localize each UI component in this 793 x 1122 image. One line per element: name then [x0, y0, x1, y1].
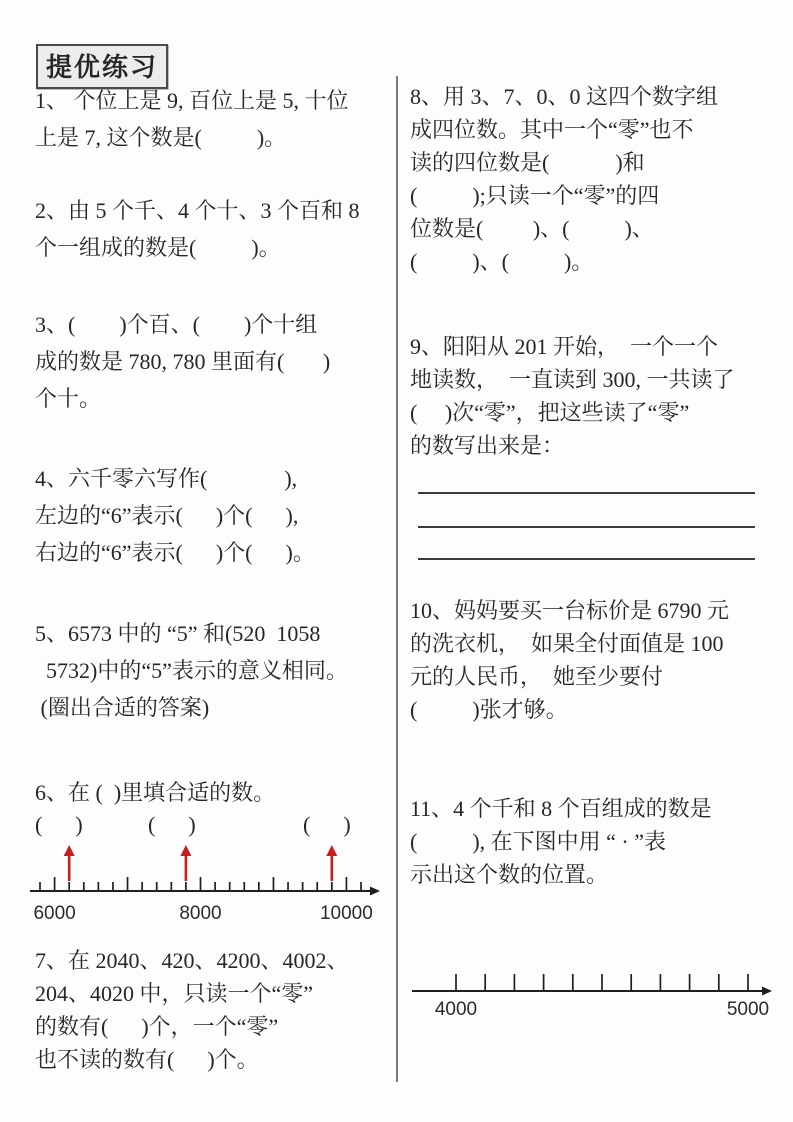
answer-blank: ( ) — [35, 812, 83, 837]
question-text-line: 的数写出来是： — [410, 433, 565, 458]
number-line-4000-5000 — [410, 950, 782, 1022]
question-text-line: 3、( )个百、( )个十组 — [35, 312, 318, 337]
question-text-line: 左边的“6”表示( )个( ), — [35, 503, 299, 528]
question-text-line: 11、4 个千和 8 个百组成的数是 — [410, 796, 712, 821]
question-1 — [35, 82, 349, 156]
question-text-line: 个十。 — [35, 386, 102, 411]
question-text-line: 成的数是 780, 780 里面有( ) — [35, 349, 331, 374]
question-text-line: 成四位数。其中一个“零”也不 — [410, 117, 694, 142]
tick-label: 4000 — [434, 999, 478, 1020]
question-text-line: 示出这个数的位置。 — [410, 862, 609, 887]
question-text-line: 个一组成的数是( )。 — [35, 235, 281, 260]
question-text-line: 1、 个位上是 9, 百位上是 5, 十位 — [35, 88, 349, 113]
question-11 — [410, 792, 712, 891]
question-text-line: 9、阳阳从 201 开始， 一个一个 — [410, 334, 719, 359]
question-3 — [35, 306, 330, 417]
question-text-line: 2、由 5 个千、4 个十、3 个百和 8 — [35, 198, 360, 223]
question-6 — [35, 774, 275, 811]
question-10 — [410, 594, 729, 726]
question-text-line: 8、用 3、7、0、0 这四个数字组 — [410, 84, 719, 109]
red-arrowhead-icon — [180, 845, 191, 856]
answer-line — [418, 492, 755, 494]
question-text-line: 7、在 2040、420、4200、4002、 — [35, 948, 349, 973]
question-7 — [35, 944, 349, 1076]
question-text-line: 10、妈妈要买一台标价是 6790 元 — [410, 598, 730, 623]
red-arrowhead-icon — [326, 845, 337, 856]
question-text-line: 4、六千零六写作( ), — [35, 466, 298, 491]
question-text-line: 元的人民币， 她至少要付 — [410, 664, 664, 689]
question-text-line: 的洗衣机， 如果全付面值是 100 — [410, 631, 724, 656]
question-text-line: 也不读的数有( )个。 — [35, 1047, 259, 1072]
answer-blank: ( ) — [303, 812, 351, 837]
question-9 — [410, 330, 735, 462]
axis-arrowhead-icon — [762, 987, 772, 996]
question-text-line: (圈出合适的答案) — [35, 695, 210, 720]
axis-arrowhead-icon — [370, 887, 380, 896]
number-line-6000-10000 — [30, 833, 382, 925]
question-text-line: 读的四位数是( )和 — [410, 150, 645, 175]
tick-label: 8000 — [179, 903, 222, 924]
question-text-line: 204、4020 中，只读一个“零” — [35, 981, 314, 1006]
question-text-line: 6、在 ( )里填合适的数。 — [35, 780, 276, 805]
question-text-line: 5、6573 中的 “5” 和(520 1058 — [35, 621, 321, 646]
question-text-line: 上是 7, 这个数是( )。 — [35, 125, 287, 150]
answer-line — [418, 558, 755, 560]
red-arrowhead-icon — [64, 845, 75, 856]
tick-label: 6000 — [33, 903, 76, 924]
question-text-line: ( ), 在下图中用 “ · ”表 — [410, 829, 667, 854]
column-divider — [396, 76, 398, 1082]
question-text-line: ( );只读一个“零”的四 — [410, 183, 660, 208]
question-2 — [35, 192, 360, 266]
question-text-line: ( )、( )。 — [410, 249, 594, 274]
question-text-line: 5732)中的“5”表示的意义相同。 — [35, 658, 348, 683]
answer-line — [418, 526, 755, 528]
worksheet-title: 提优练习 — [36, 44, 168, 89]
question-5 — [35, 615, 348, 726]
question-text-line: 地读数， 一直读到 300, 一共读了 — [410, 367, 735, 392]
question-text-line: ( )张才够。 — [410, 697, 568, 722]
question-text-line: 位数是( )、( )、 — [410, 216, 654, 241]
answer-blank: ( ) — [148, 812, 196, 837]
question-8 — [410, 80, 718, 278]
question-text-line: ( )次“零”，把这些读了“零” — [410, 400, 690, 425]
question-text-line: 的数有( )个，一个“零” — [35, 1014, 279, 1039]
question-4 — [35, 460, 315, 571]
tick-label: 5000 — [726, 999, 770, 1020]
question-text-line: 右边的“6”表示( )个( )。 — [35, 540, 315, 565]
tick-label: 10000 — [319, 903, 373, 924]
